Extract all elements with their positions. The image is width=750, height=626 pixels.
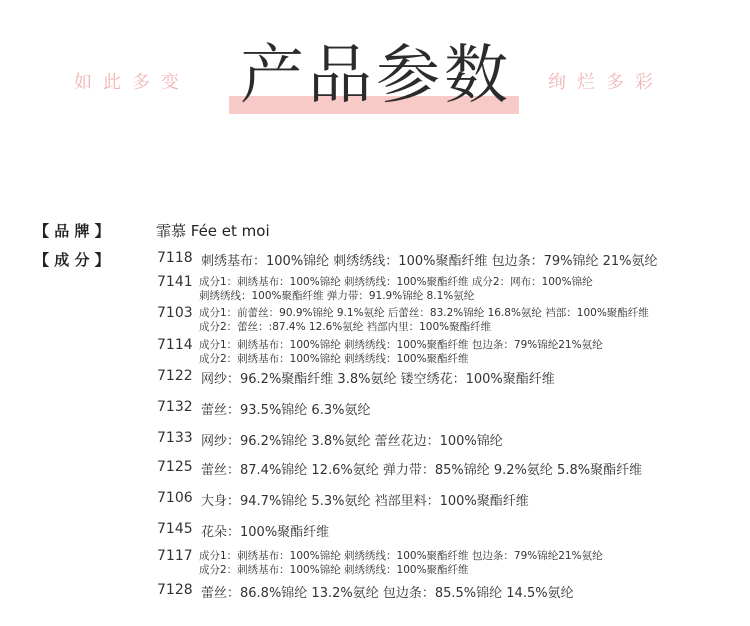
composition-text: 成分1：刺绣基布：100%锦纶 刺绣绣线：100%聚酯纤维 包边条：79%锦纶21%氨纶	[199, 339, 603, 351]
product-code: 7122	[157, 368, 193, 384]
composition-text: 成分1：刺绣基布：100%锦纶 刺绣绣线：100%聚酯纤维 成分2：网布：100%锦纶	[199, 276, 593, 288]
product-code: 7106	[157, 490, 193, 506]
composition-text: 网纱：96.2%聚酯纤维 3.8%氨纶 镂空绣花：100%聚酯纤维	[201, 372, 555, 387]
brand-value: 霏慕 Fée et moi	[156, 222, 270, 240]
composition-text: 蕾丝：87.4%锦纶 12.6%氨纶 弹力带：85%锦纶 9.2%氨纶 5.8%聚酯纤维	[201, 463, 643, 478]
product-code: 7145	[157, 521, 193, 537]
composition-text: 刺绣基布：100%锦纶 刺绣绣线：100%聚酯纤维 包边条：79%锦纶 21%氨纶	[201, 254, 658, 269]
product-code: 7125	[157, 459, 193, 475]
composition-text: 成分1：刺绣基布：100%锦纶 刺绣绣线：100%聚酯纤维 包边条：79%锦纶21%氨纶	[199, 550, 603, 562]
product-code: 7114	[157, 337, 193, 353]
composition-text: 大身：94.7%锦纶 5.3%氨纶 裆部里料：100%聚酯纤维	[201, 494, 529, 509]
product-code: 7118	[157, 250, 193, 266]
product-code: 7132	[157, 399, 193, 415]
brand-label: 【 品 牌 】	[34, 222, 110, 240]
composition-text: 成分1：前蕾丝：90.9%锦纶 9.1%氨纶 后蕾丝：83.2%锦纶 16.8%氨纶 裆部：100%聚酯纤维	[199, 307, 649, 319]
left-tagline: 如此多变	[74, 72, 190, 93]
composition-text: 蕾丝：86.8%锦纶 13.2%氨纶 包边条：85.5%锦纶 14.5%氨纶	[201, 586, 574, 601]
composition-text: 网纱：96.2%锦纶 3.8%氨纶 蕾丝花边：100%锦纶	[201, 434, 503, 449]
composition-text: 成分2：刺绣基布：100%锦纶 刺绣绣线：100%聚酯纤维	[199, 564, 469, 576]
composition-label: 【 成 分 】	[34, 251, 110, 269]
composition-text: 成分2：蕾丝：:87.4% 12.6%氨纶 裆部内里：100%聚酯纤维	[199, 321, 492, 333]
composition-text: 蕾丝：93.5%锦纶 6.3%氨纶	[201, 403, 371, 418]
product-code: 7117	[157, 548, 193, 564]
product-code: 7128	[157, 582, 193, 598]
right-tagline: 绚烂多彩	[548, 72, 664, 93]
product-code: 7133	[157, 430, 193, 446]
composition-text: 刺绣绣线：100%聚酯纤维 弹力带：91.9%锦纶 8.1%氨纶	[199, 290, 475, 302]
page-title: 产品参数	[240, 39, 512, 113]
composition-text: 成分2：刺绣基布：100%锦纶 刺绣绣线：100%聚酯纤维	[199, 353, 469, 365]
product-code: 7103	[157, 305, 193, 321]
composition-text: 花朵：100%聚酯纤维	[201, 525, 330, 540]
product-code: 7141	[157, 274, 193, 290]
